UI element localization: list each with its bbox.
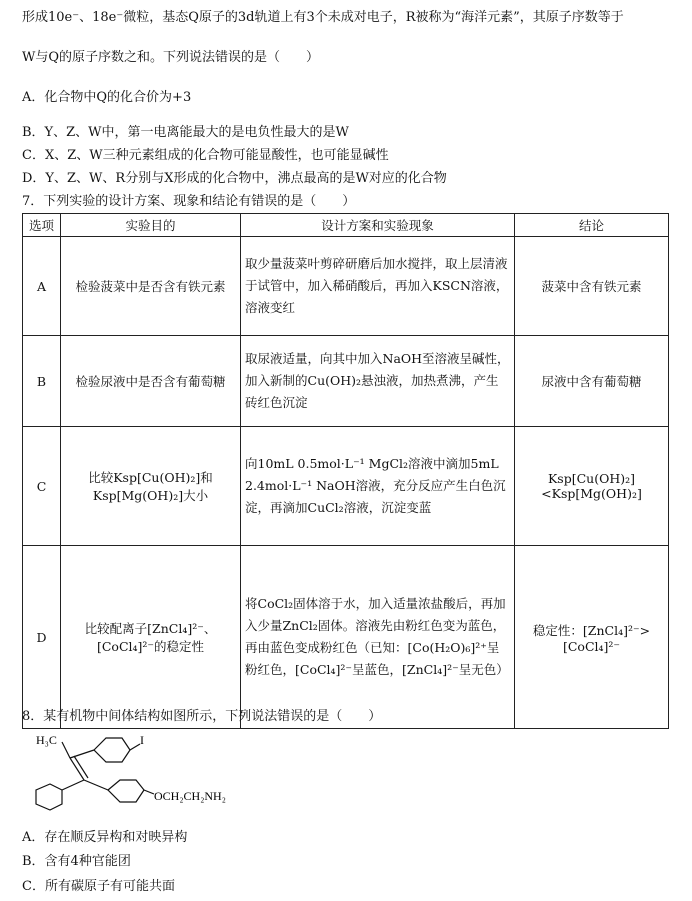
benzene-ring-upper bbox=[94, 738, 130, 762]
row-purpose: 比较配离子[ZnCl₄]²⁻、[CoCl₄]²⁻的稳定性 bbox=[61, 546, 241, 729]
row-conclusion: 稳定性：[ZnCl₄]²⁻>[CoCl₄]²⁻ bbox=[515, 546, 669, 729]
row-design: 向10mL 0.5mol·L⁻¹ MgCl₂溶液中滴加5mL 2.4mol·L⁻¹ NaOH溶液，充分反应产生白色沉淀，再滴加CuCl₂溶液，沉淀变蓝 bbox=[241, 427, 515, 546]
row-conclusion: 菠菜中含有铁元素 bbox=[515, 237, 669, 336]
row-option: A bbox=[23, 237, 61, 336]
table-row bbox=[23, 336, 669, 427]
benzene-ring-left bbox=[36, 784, 62, 810]
q6-option-a: A．化合物中Q的化合价为+3 bbox=[22, 90, 192, 105]
intro-line-2: W与Q的原子序数之和。下列说法错误的是（ ） bbox=[22, 50, 320, 65]
row-option: D bbox=[23, 546, 61, 729]
table-row bbox=[23, 546, 669, 729]
row-design: 取尿液适量，向其中加入NaOH至溶液呈碱性，加入新制的Cu(OH)₂悬浊液，加热煮沸，产生砖红色沉淀 bbox=[241, 336, 515, 427]
experiment-table bbox=[22, 213, 669, 729]
ethyl-label: H₃C bbox=[36, 733, 57, 747]
table-header-row bbox=[23, 214, 669, 237]
q6-option-d: D．Y、Z、W、R分别与X形成的化合物中，沸点最高的是W对应的化合物 bbox=[22, 171, 447, 186]
row-conclusion: Ksp[Cu(OH)₂]<Ksp[Mg(OH)₂] bbox=[515, 427, 669, 546]
molecule-structure bbox=[22, 728, 262, 824]
header-purpose: 实验目的 bbox=[61, 214, 241, 237]
row-design: 将CoCl₂固体溶于水，加入适量浓盐酸后，再加入少量ZnCl₂固体。溶液先由粉红色变为蓝色，再由蓝色变成粉红色（已知：[Co(H₂O)₆]²⁺呈粉红色，[CoCl₄]²⁻呈蓝色，[ZnCl₄]²⁻呈无色） bbox=[241, 546, 515, 729]
row-purpose: 检验尿液中是否含有葡萄糖 bbox=[61, 336, 241, 427]
side-chain-label: OCH₂CH₂NH₂ bbox=[154, 789, 226, 803]
intro-line-1: 形成10e⁻、18e⁻微粒，基态Q原子的3d轨道上有3个未成对电子，R被称为“海洋元素”，其原子序数等于 bbox=[22, 10, 624, 25]
row-option: B bbox=[23, 336, 61, 427]
benzene-ring-lower bbox=[108, 780, 144, 802]
row-purpose: 比较Ksp[Cu(OH)₂]和Ksp[Mg(OH)₂]大小 bbox=[61, 427, 241, 546]
header-design: 设计方案和实验现象 bbox=[241, 214, 515, 237]
q6-option-b: B．Y、Z、W中，第一电离能最大的是电负性最大的是W bbox=[22, 125, 349, 140]
header-conclusion: 结论 bbox=[515, 214, 669, 237]
row-conclusion: 尿液中含有葡萄糖 bbox=[515, 336, 669, 427]
q8-option-c: C．所有碳原子有可能共面 bbox=[22, 879, 175, 894]
q7-stem: 7．下列实验的设计方案、现象和结论有错误的是（ ） bbox=[22, 194, 356, 209]
row-purpose: 检验菠菜中是否含有铁元素 bbox=[61, 237, 241, 336]
q8-option-b: B．含有4种官能团 bbox=[22, 854, 131, 869]
table-row bbox=[23, 427, 669, 546]
q8-option-a: A．存在顺反异构和对映异构 bbox=[22, 830, 188, 845]
q6-option-c: C．X、Z、W三种元素组成的化合物可能显酸性，也可能显碱性 bbox=[22, 148, 389, 163]
row-design: 取少量菠菜叶剪碎研磨后加水搅拌，取上层清液于试管中，加入稀硝酸后，再加入KSCN溶液，溶液变红 bbox=[241, 237, 515, 336]
q8-stem: 8．某有机物中间体结构如图所示，下列说法错误的是（ ） bbox=[22, 709, 382, 724]
header-option: 选项 bbox=[23, 214, 61, 237]
row-option: C bbox=[23, 427, 61, 546]
iodo-label: I bbox=[140, 733, 144, 747]
table-row bbox=[23, 237, 669, 336]
